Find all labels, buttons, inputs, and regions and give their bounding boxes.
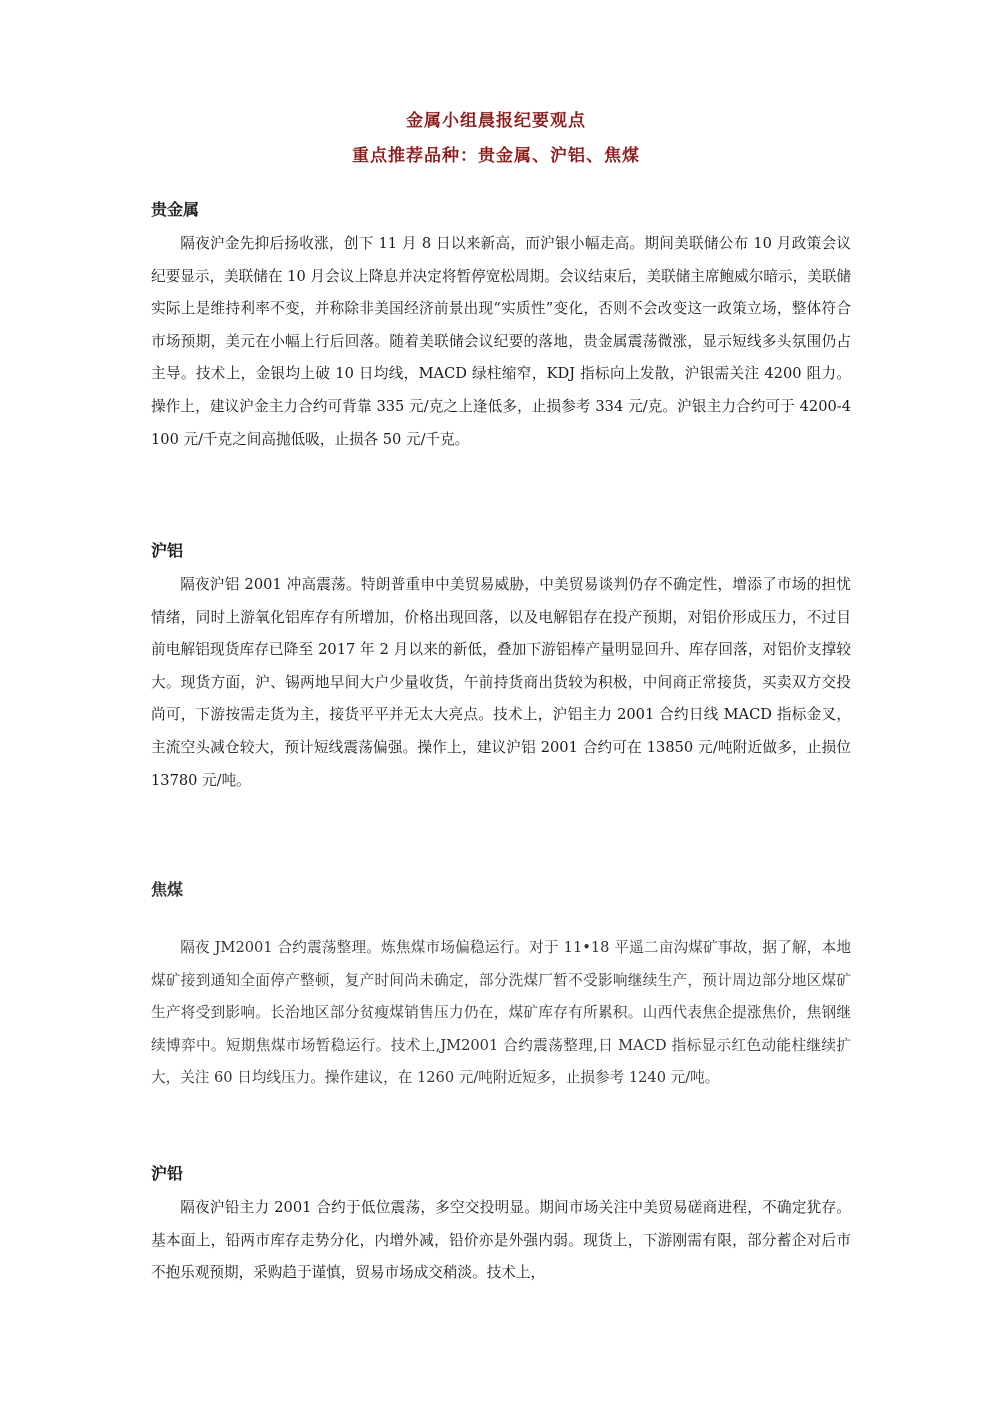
- section-aluminum: [151, 537, 851, 797]
- document-subtitle: 重点推荐品种：贵金属、沪铝、焦煤: [352, 146, 640, 166]
- section-coking-coal: [151, 876, 851, 1095]
- section-heading: 贵金属: [151, 200, 200, 219]
- document-title: 金属小组晨报纪要观点: [406, 111, 586, 131]
- section-body: 隔夜 JM2001 合约震荡整理。炼焦煤市场偏稳运行。对于 11•18 平遥二亩沟煤矿事故，据了解，本地煤矿接到通知全面停产整顿，复产时间尚未确定，部分洗煤厂暂不受影响继续生产，预计周边部分地区煤矿生产将受到影响。长治地区部分贫瘦煤销售压力仍在，煤矿库存有所累积。山西代表焦企提涨焦价，焦钢继续博弈中。短期焦煤市场暂稳运行。技术上,JM2001 合约震荡整理,日 MACD 指标显示红色动能柱继续扩大，关注 60 日均线压力。操作建议，在 1260 元/吨附近短多，止损参考 1240 元/吨。: [151, 939, 851, 1087]
- section-heading: 沪铝: [151, 541, 184, 560]
- section-body: 隔夜沪金先抑后扬收涨，创下 11 月 8 日以来新高，而沪银小幅走高。期间美联储公布 10 月政策会议纪要显示，美联储在 10 月会议上降息并决定将暂停宽松周期。会议结束后，美联储主席鲍威尔暗示，美联储实际上是维持利率不变，并称除非美国经济前景出现“实质性”变化，否则不会改变这一政策立场，整体符合市场预期，美元在小幅上行后回落。随着美联储会议纪要的落地，贵金属震荡微涨，显示短线多头氛围仍占主导。技术上，金银均上破 10 日均线，MACD 绿柱缩窄，KDJ 指标向上发散，沪银需关注 4200 阻力。操作上，建议沪金主力合约可背靠 335 元/克之上逢低多，止损参考 334 元/克。沪银主力合约可于 4200-4100 元/千克之间高抛低吸，止损各 50 元/千克。: [151, 235, 851, 448]
- section-body: 隔夜沪铝 2001 冲高震荡。特朗普重申中美贸易威胁，中美贸易谈判仍存不确定性，增添了市场的担忧情绪，同时上游氧化铝库存有所增加，价格出现回落，以及电解铝存在投产预期，对铝价形成压力，不过目前电解铝现货库存已降至 2017 年 2 月以来的新低，叠加下游铝棒产量明显回升、库存回落，对铝价支撑较大。现货方面，沪、锡两地早间大户少量收货，午前持货商出货较为积极，中间商正常接货，买卖双方交投尚可，下游按需走货为主，接货平平并无太大亮点。技术上，沪铝主力 2001 合约日线 MACD 指标金叉，主流空头减仓较大，预计短线震荡偏强。操作上，建议沪铝 2001 合约可在 13850 元/吨附近做多，止损位 13780 元/吨。: [151, 576, 851, 789]
- section-heading: 焦煤: [151, 880, 184, 899]
- section-precious-metals: [151, 196, 851, 456]
- section-heading: 沪铅: [151, 1164, 184, 1183]
- section-lead: [151, 1160, 851, 1290]
- section-body: 隔夜沪铅主力 2001 合约于低位震荡，多空交投明显。期间市场关注中美贸易磋商进程，不确定犹存。基本面上，铅两市库存走势分化，内增外减，铅价亦是外强内弱。现货上，下游刚需有限，部分蓄企对后市不抱乐观预期，采购趋于谨慎，贸易市场成交稍淡。技术上，: [151, 1199, 851, 1282]
